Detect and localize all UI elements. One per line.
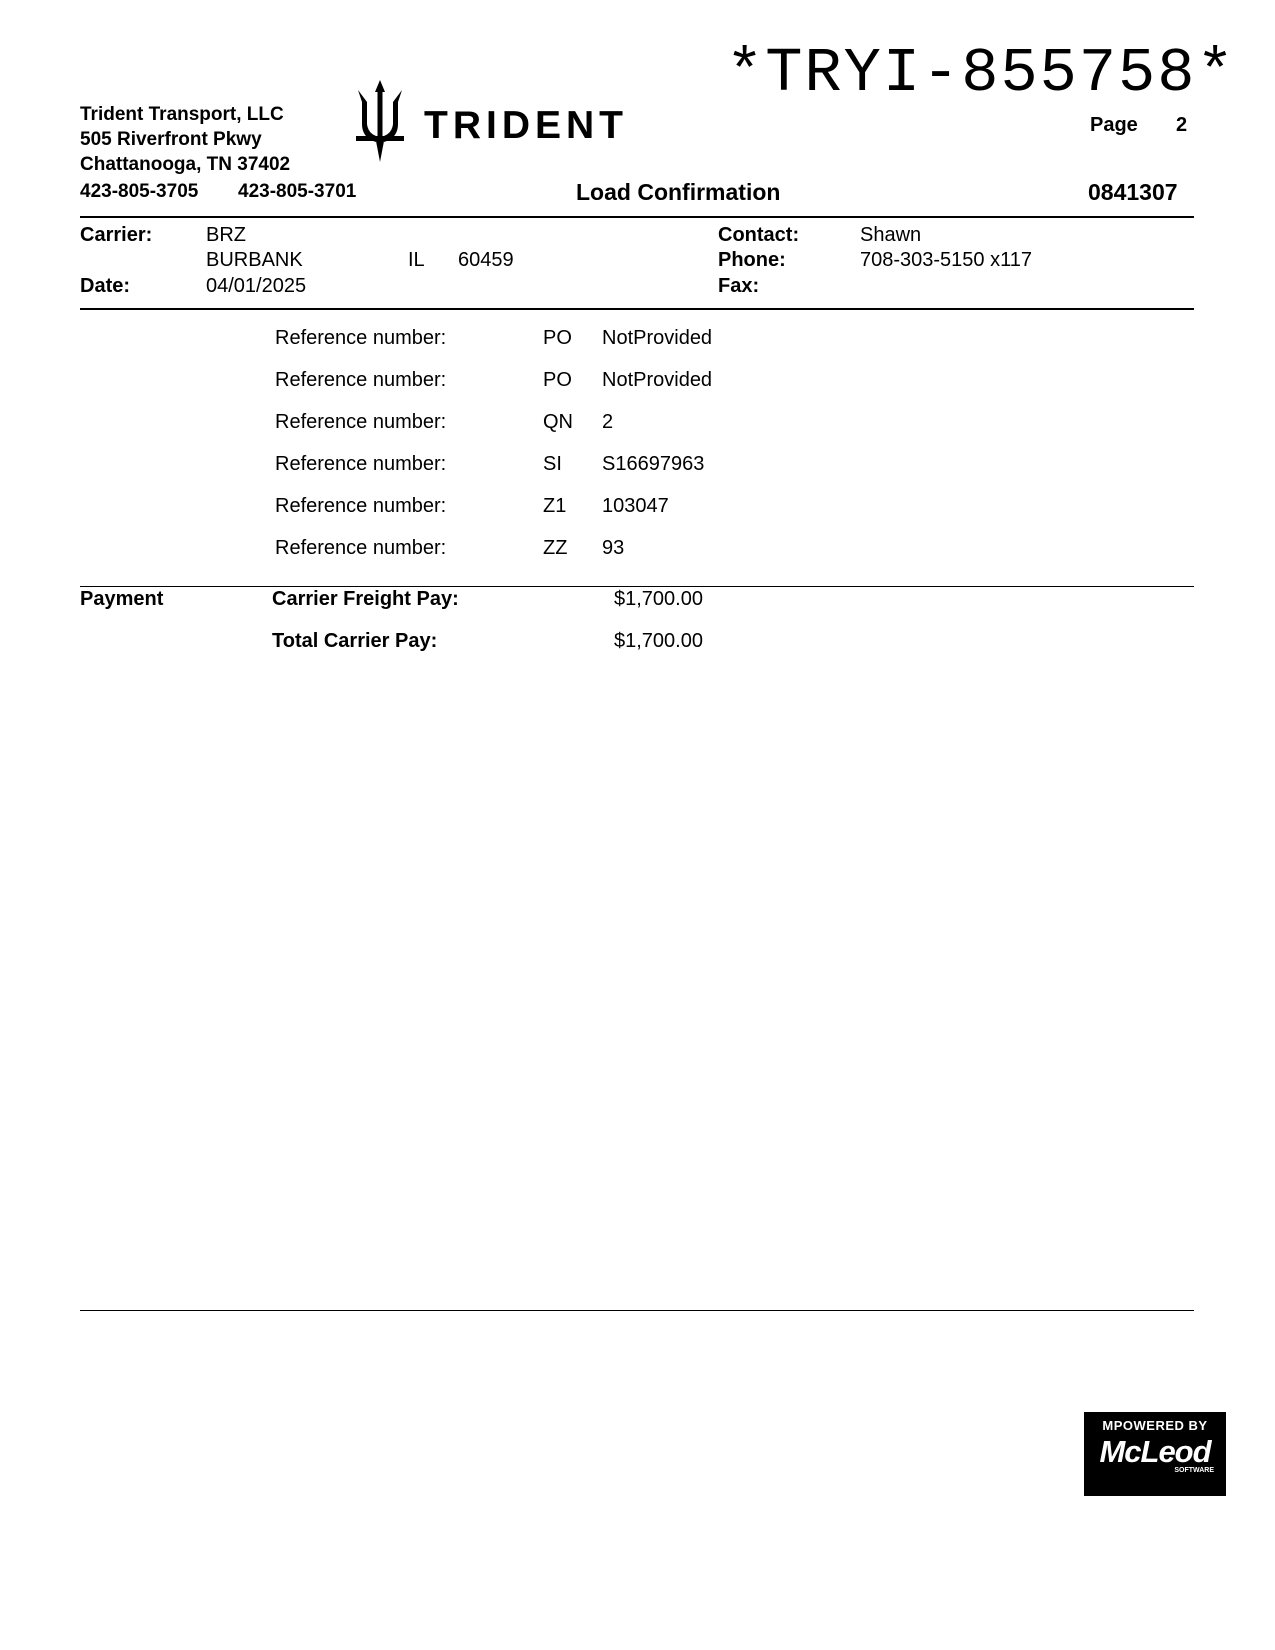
company-name: Trident Transport, LLC [80,104,284,125]
carrier-name: BRZ [206,224,246,246]
reference-label: Reference number: [275,453,447,475]
mcleod-logo-brand: McLeod [1099,1434,1211,1469]
company-phone-1: 423-805-3705 [80,181,199,202]
reference-label: Reference number: [275,495,447,517]
logo-wordmark: TRIDENT [424,104,628,147]
reference-code: PO [543,369,572,391]
date-label: Date: [80,275,131,297]
phone-label: Phone: [718,249,786,271]
carrier-zip: 60459 [458,249,514,271]
reference-code: ZZ [543,537,568,559]
mcleod-logo-sub: SOFTWARE [1174,1467,1214,1474]
reference-code: PO [543,327,572,349]
payment-divider [80,586,1194,587]
footer-divider [80,1310,1194,1311]
reference-code: Z1 [543,495,567,517]
reference-label: Reference number: [275,369,447,391]
load-number: 0841307 [1088,179,1178,205]
reference-value: S16697963 [602,453,705,475]
payment-section-label: Payment [80,588,164,610]
reference-value: NotProvided [602,327,713,349]
date-value: 04/01/2025 [206,275,307,297]
reference-code: QN [543,411,573,433]
fax-label: Fax: [718,275,760,297]
reference-label: Reference number: [275,327,447,349]
company-phone-2: 423-805-3701 [238,181,357,202]
contact-label: Contact: [718,224,800,246]
mcleod-logo-tagline: MPOWERED BY [1102,1418,1208,1433]
company-address-line1: 505 Riverfront Pkwy [80,129,262,150]
total-carrier-pay-value: $1,700.00 [614,630,703,652]
carrier-state: IL [408,249,425,271]
total-carrier-pay-label: Total Carrier Pay: [272,630,438,652]
contact-value: Shawn [860,224,922,246]
barcode-text: *TRYI-855758* [726,38,1236,109]
document-title: Load Confirmation [576,179,781,205]
reference-value: 103047 [602,495,669,517]
page-number: 2 [1176,114,1188,136]
mcleod-logo [1084,1412,1226,1496]
reference-value: 2 [602,411,614,433]
company-address-line2: Chattanooga, TN 37402 [80,154,291,175]
carrier-divider [80,308,1194,310]
reference-value: NotProvided [602,369,713,391]
reference-value: 93 [602,537,625,559]
carrier-city: BURBANK [206,249,303,271]
header-divider [80,216,1194,218]
carrier-freight-pay-label: Carrier Freight Pay: [272,588,459,610]
carrier-label: Carrier: [80,224,153,246]
phone-value: 708-303-5150 x117 [860,249,1032,271]
reference-label: Reference number: [275,537,447,559]
carrier-freight-pay-value: $1,700.00 [614,588,703,610]
trident-icon [352,80,408,162]
reference-code: SI [543,453,562,475]
reference-label: Reference number: [275,411,447,433]
page-label: Page [1090,114,1138,136]
